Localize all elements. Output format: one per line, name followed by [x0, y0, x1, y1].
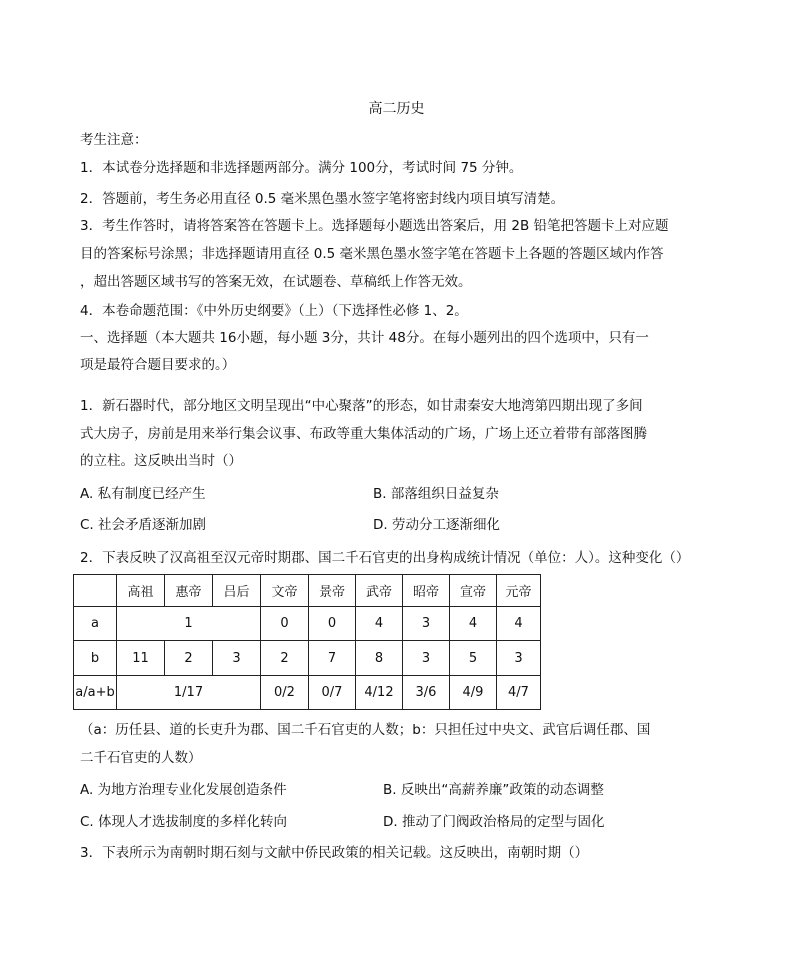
table-cell: 3 [403, 641, 450, 676]
table-cell: 5 [450, 641, 497, 676]
q2-stem: 2．下表反映了汉高祖至汉元帝时期郡、国二千石官吏的出身构成统计情况（单位：人）。这种变化（） [80, 550, 690, 566]
table-cell: 2 [165, 641, 213, 676]
notice-item-3: 3．考生作答时，请将答案答在答题卡上。选择题每小题选出答案后，用 2B 铅笔把答题卡上对应题 [80, 218, 669, 234]
table-cell: 3/6 [403, 676, 450, 710]
q1-option-a[interactable]: A. 私有制度已经产生 [80, 486, 206, 502]
q2-table [73, 574, 541, 710]
table-cell: 0/7 [309, 676, 356, 710]
q1-stem-line3: 的立柱。这反映出当时（） [80, 453, 242, 469]
table-row-label: b [74, 641, 117, 676]
table-row [74, 676, 541, 710]
table-header-cell: 景帝 [309, 575, 356, 607]
table-cell: 4/7 [497, 676, 541, 710]
q1-option-d[interactable]: D. 劳动分工逐渐细化 [373, 517, 500, 533]
table-cell: 1 [117, 607, 261, 641]
notice-item-3-cont2: ，超出答题区域书写的答案无效，在试题卷、草稿纸上作答无效。 [80, 274, 472, 290]
section-heading: 一、选择题（本大题共 16小题，每小题 3分，共计 48分。在每小题列出的四个选项中，只有一 [80, 330, 649, 346]
table-cell: 0 [309, 607, 356, 641]
table-row [74, 607, 541, 641]
table-header-cell: 宣帝 [450, 575, 497, 607]
q3-stem: 3．下表所示为南朝时期石刻与文献中侨民政策的相关记载。这反映出，南朝时期（） [80, 845, 589, 861]
table-header-cell: 昭帝 [403, 575, 450, 607]
table-cell: 1/17 [117, 676, 261, 710]
table-header-cell: 武帝 [356, 575, 403, 607]
table-cell: 3 [403, 607, 450, 641]
q1-option-c[interactable]: C. 社会矛盾逐渐加剧 [80, 517, 207, 533]
table-row-label: a [74, 607, 117, 641]
table-header-cell: 文帝 [261, 575, 309, 607]
notice-item-3-cont: 目的答案标号涂黑；非选择题请用直径 0.5 毫米黑色墨水签字笔在答题卡上各题的答题区域内作答 [80, 246, 664, 262]
q2-table-note-cont: 二千石官吏的人数） [80, 750, 202, 766]
q1-option-b[interactable]: B. 部落组织日益复杂 [373, 486, 499, 502]
notice-item-1: 1．本试卷分选择题和非选择题两部分。满分 100分，考试时间 75 分钟。 [80, 160, 523, 176]
table-cell: 8 [356, 641, 403, 676]
notice-item-4: 4．本卷命题范围：《中外历史纲要》（上）（下选择性必修 1、2。 [80, 303, 468, 319]
table-row [74, 641, 541, 676]
q2-option-b[interactable]: B. 反映出“高薪养廉”政策的动态调整 [383, 782, 604, 798]
q2-option-c[interactable]: C. 体现人才选拔制度的多样化转向 [80, 814, 288, 830]
table-cell: 3 [213, 641, 261, 676]
table-cell [74, 575, 117, 607]
table-row-label: a/a+b [74, 676, 117, 710]
q2-table-note: （a：历任县、道的长吏升为郡、国二千石官吏的人数；b：只担任过中央文、武官后调任郡、国 [80, 722, 651, 738]
table-cell: 0/2 [261, 676, 309, 710]
table-header-cell: 高祖 [117, 575, 165, 607]
page-title: 高二历史 [368, 101, 425, 117]
q1-stem-line2: 式大房子，房前是用来举行集会议事、布政等重大集体活动的广场，广场上还立着带有部落图腾 [80, 426, 647, 442]
q2-option-d[interactable]: D. 推动了门阀政治格局的定型与固化 [383, 814, 605, 830]
table-cell: 7 [309, 641, 356, 676]
table-header-cell: 吕后 [213, 575, 261, 607]
table-cell: 4 [450, 607, 497, 641]
q1-stem-line1: 1．新石器时代，部分地区文明呈现出“中心聚落”的形态，如甘肃秦安大地湾第四期出现了多间 [80, 398, 643, 414]
table-cell: 0 [261, 607, 309, 641]
table-cell: 4 [356, 607, 403, 641]
table-cell: 11 [117, 641, 165, 676]
table-cell: 4 [497, 607, 541, 641]
table-header-cell: 惠帝 [165, 575, 213, 607]
section-heading-cont: 项是最符合题目要求的。） [80, 357, 236, 373]
table-header-row [74, 575, 541, 607]
table-cell: 3 [497, 641, 541, 676]
table-cell: 2 [261, 641, 309, 676]
table-header-cell: 元帝 [497, 575, 541, 607]
table-cell: 4/9 [450, 676, 497, 710]
table-cell: 4/12 [356, 676, 403, 710]
notice-item-2: 2．答题前，考生务必用直径 0.5 毫米黑色墨水签字笔将密封线内项目填写清楚。 [80, 191, 565, 207]
q2-option-a[interactable]: A. 为地方治理专业化发展创造条件 [80, 782, 287, 798]
notice-heading: 考生注意： [80, 132, 148, 148]
